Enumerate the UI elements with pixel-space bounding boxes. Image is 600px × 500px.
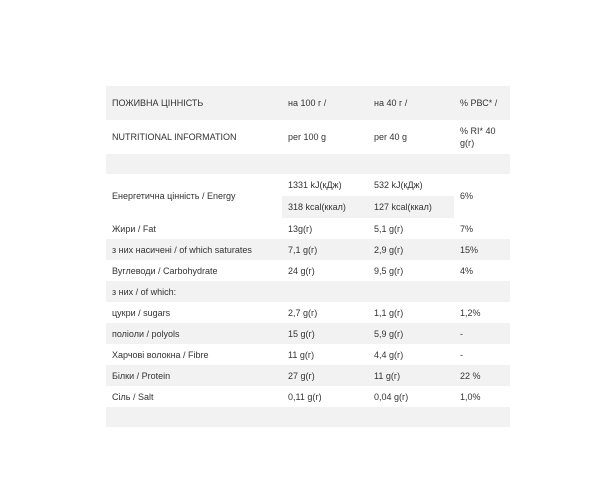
table-cell-per40: 4,4 g(г) (374, 349, 404, 360)
table-row (106, 281, 510, 302)
energy-kj-40: 532 kJ(кДж) (374, 180, 423, 190)
table-row (106, 323, 510, 344)
energy-row-kj (106, 174, 510, 196)
table-cell-label: з них / of which: (106, 281, 282, 302)
table-cell-per100: 11 g(г) (288, 349, 315, 360)
table-cell-rvi (454, 281, 510, 302)
nutrition-table-body (106, 86, 510, 427)
table-cell-rvi: 4% (460, 265, 474, 276)
table-row (106, 260, 510, 281)
table-row (106, 365, 510, 386)
header-row-ua (106, 86, 510, 120)
table-cell-label: з них насичені / of which saturates (106, 239, 282, 260)
table-cell-per40: 1,1 g(г) (374, 307, 404, 318)
table-row (106, 344, 510, 365)
table-cell-label: Вуглеводи / Carbohydrate (112, 265, 218, 276)
table-cell-per40: 0,04 g(г) (374, 391, 409, 402)
header-per40-ua: на 40 г / (368, 86, 454, 120)
table-cell-per40: 11 g(г) (368, 365, 454, 386)
energy-rvi: 6% (460, 191, 474, 201)
energy-kj-100: 1331 kJ(кДж) (288, 180, 342, 190)
header-per40-en: per 40 g (374, 132, 408, 142)
table-cell-rvi: 15% (454, 239, 510, 260)
header-row-en (106, 120, 510, 154)
spacer-row (106, 154, 510, 174)
table-cell-per100: 24 g(г) (288, 265, 315, 276)
table-row (106, 386, 510, 407)
energy-kcal-100: 318 kcal(ккал) (282, 196, 368, 218)
header-per100-ua: на 100 г / (282, 86, 368, 120)
table-cell-per40: 2,9 g(г) (368, 239, 454, 260)
table-cell-label: Білки / Protein (106, 365, 282, 386)
table-cell-per100 (282, 281, 368, 302)
table-cell-per40: 5,1 g(г) (374, 223, 404, 234)
header-per100-en: per 100 g (288, 132, 327, 142)
table-cell-per100: 0,11 g(г) (288, 391, 322, 402)
table-cell-rvi: - (454, 323, 510, 344)
table-row (106, 218, 510, 239)
table-cell-per100: 2,7 g(г) (288, 307, 318, 318)
header-label-en: NUTRITIONAL INFORMATION (112, 132, 237, 142)
table-cell-rvi: 22 % (454, 365, 510, 386)
table-cell-per40 (368, 281, 454, 302)
table-cell-per100: 27 g(г) (282, 365, 368, 386)
table-cell-per100: 13g(г) (288, 223, 313, 234)
table-cell-label: поліоли / polyols (106, 323, 282, 344)
table-cell-per100: 15 g(г) (282, 323, 368, 344)
header-label-ua: ПОЖИВНА ЦІННІСТЬ (106, 86, 282, 120)
table-row (106, 239, 510, 260)
table-cell-rvi: 7% (460, 223, 474, 234)
table-cell-per40: 9,5 g(г) (374, 265, 404, 276)
table-cell-rvi: - (460, 349, 463, 360)
table-cell-per40: 5,9 g(г) (368, 323, 454, 344)
header-rvi-ua: % РВС* / (454, 86, 510, 120)
table-cell-label: Сіль / Salt (112, 391, 154, 402)
table-cell-per100: 7,1 g(г) (282, 239, 368, 260)
energy-kcal-40: 127 kcal(ккал) (368, 196, 454, 218)
table-cell-label: Харчові волокна / Fibre (112, 349, 209, 360)
header-rvi-en: % RI* 40 g(г) (460, 126, 496, 148)
table-cell-rvi: 1,2% (460, 307, 481, 318)
table-cell-rvi: 1,0% (460, 391, 481, 402)
nutrition-table (106, 86, 510, 427)
energy-label: Енергетична цінність / Energy (112, 191, 236, 201)
spacer-row-bottom (106, 407, 510, 427)
table-cell-label: цукри / sugars (112, 307, 171, 318)
table-cell-label: Жири / Fat (112, 223, 156, 234)
table-row (106, 302, 510, 323)
